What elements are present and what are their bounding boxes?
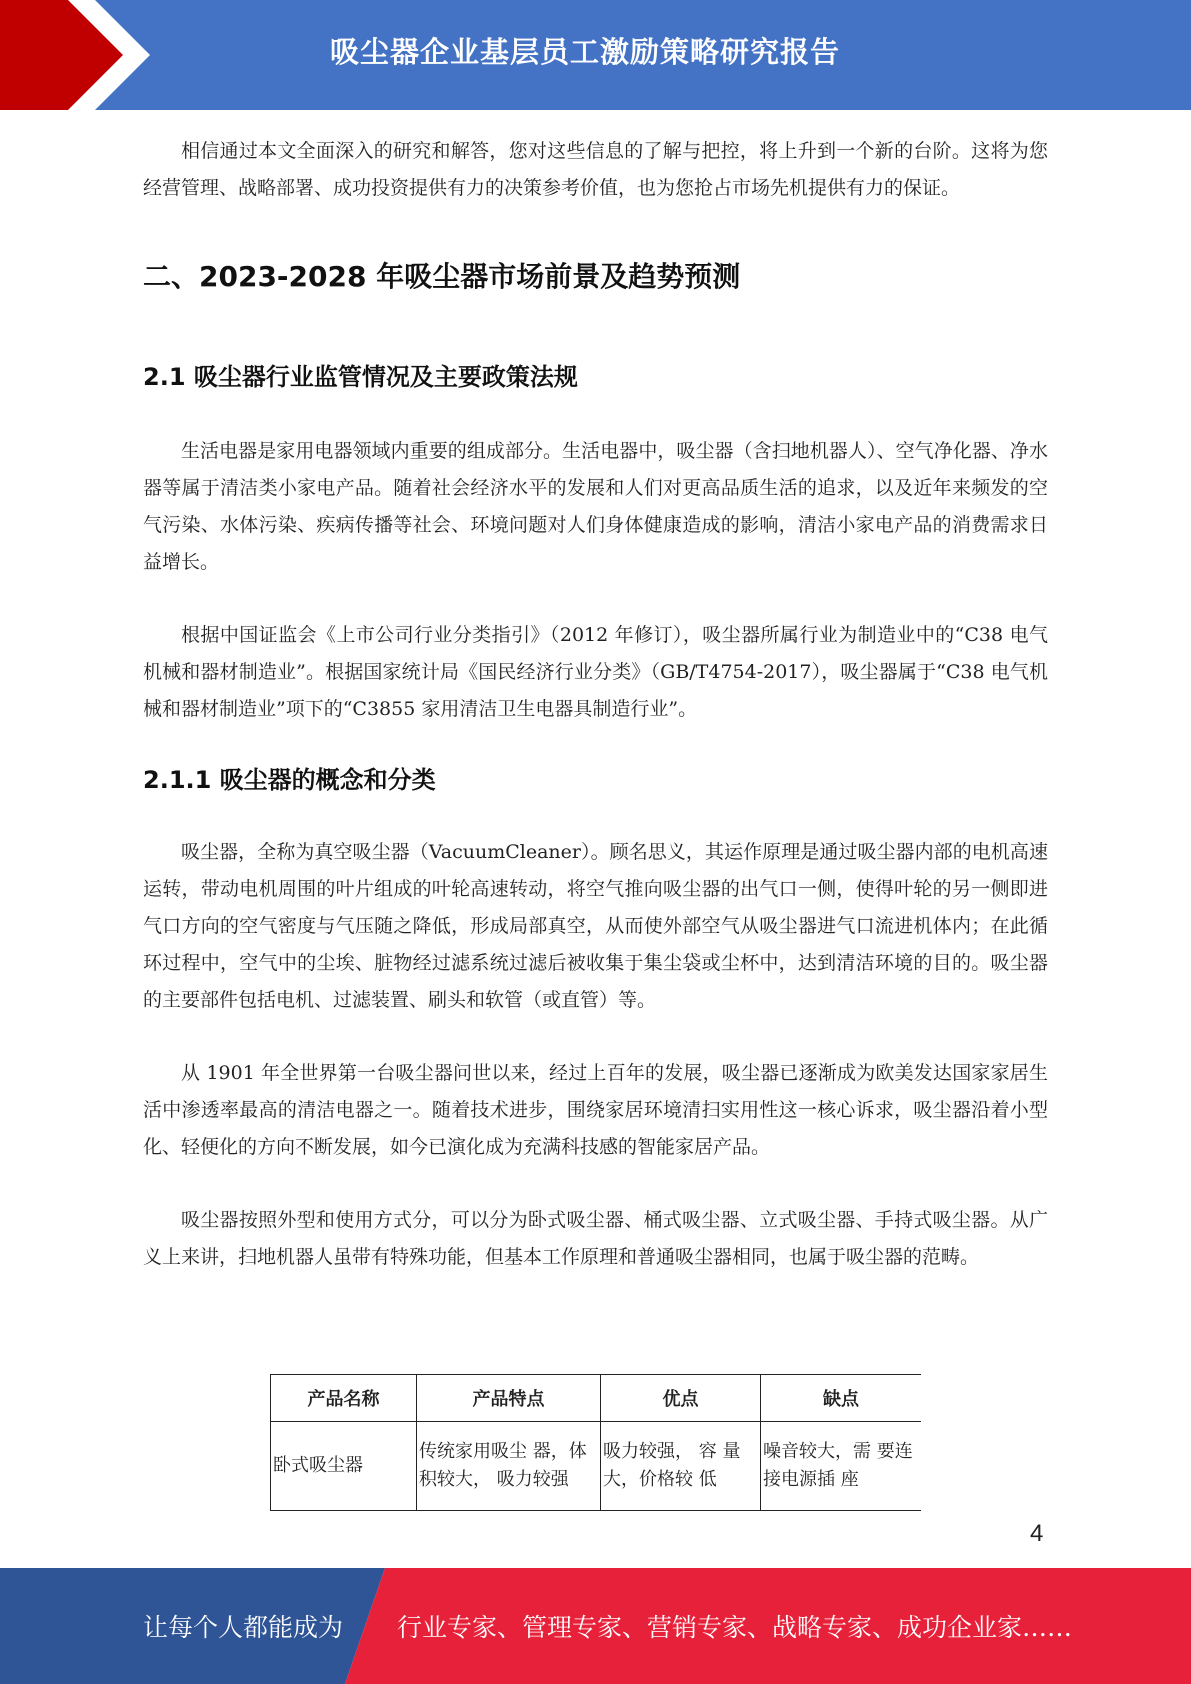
table-cell: 噪音较大，需 要连接电源插 座 [761,1422,922,1511]
page-content [143,133,1048,1276]
report-title: 吸尘器企业基层员工激励策略研究报告 [330,35,841,69]
table-cell: 传统家用吸尘 器，体积较大， 吸力较强 [417,1422,601,1511]
page-footer [0,1568,1191,1684]
subsubsection-heading: 2.1.1 吸尘器的概念和分类 [143,766,436,794]
section-heading: 二、2023-2028 年吸尘器市场前景及趋势预测 [143,260,741,293]
paragraph-4: 从 1901 年全世界第一台吸尘器问世以来，经过上百年的发展，吸尘器已逐渐成为欧美发达国家家居生活中渗透率最高的清洁电器之一。随着技术进步，围绕家居环境清扫实用性这一核心诉求，吸尘器沿着小型化、轻便化的方向不断发展，如今已演化成为充满科技感的智能家居产品。 [143,1062,1048,1158]
table-header-cell: 优点 [601,1375,761,1422]
table-header-cell: 产品特点 [417,1375,601,1422]
paragraph-3: 吸尘器，全称为真空吸尘器（VacuumCleaner）。顾名思义，其运作原理是通过吸尘器内部的电机高速运转，带动电机周围的叶片组成的叶轮高速转动，将空气推向吸尘器的出气口一侧，使得叶轮的另一侧即进气口方向的空气密度与气压随之降低，形成局部真空，从而使外部空气从吸尘器进气口流进机体内；在此循环过程中，空气中的尘埃、脏物经过滤系统过滤后被收集于集尘袋或尘杯中，达到清洁环境的目的。吸尘器的主要部件包括电机、过滤装置、刷头和软管（或直管）等。 [143,841,1048,1011]
paragraph-1: 生活电器是家用电器领域内重要的组成部分。生活电器中，吸尘器（含扫地机器人）、空气净化器、净水器等属于清洁类小家电产品。随着社会经济水平的发展和人们对更高品质生活的追求，以及近年来频发的空气污染、水体污染、疾病传播等社会、环境问题对人们身体健康造成的影响，清洁小家电产品的消费需求日益增长。 [143,440,1048,573]
table-header-cell: 产品名称 [271,1375,417,1422]
product-table-container [270,1374,921,1512]
table-row [271,1422,922,1511]
table-cell: 卧式吸尘器 [271,1422,417,1511]
page-number: 4 [1030,1520,1044,1547]
paragraph-2: 根据中国证监会《上市公司行业分类指引》（2012 年修订），吸尘器所属行业为制造业中的“C38 电气机械和器材制造业”。根据国家统计局《国民经济行业分类》（GB/T4754-2017），吸尘器属于“C38 电气机械和器材制造业”项下的“C3855 家用清洁卫生电器具制造行业”。 [143,624,1048,720]
paragraph-5: 吸尘器按照外型和使用方式分，可以分为卧式吸尘器、桶式吸尘器、立式吸尘器、手持式吸尘器。从广义上来讲，扫地机器人虽带有特殊功能，但基本工作原理和普通吸尘器相同，也属于吸尘器的范畴。 [143,1209,1048,1268]
page-header [0,0,1191,110]
subsection-heading: 2.1 吸尘器行业监管情况及主要政策法规 [143,363,578,391]
table-cell: 吸力较强， 容 量大，价格较 低 [601,1422,761,1511]
footer-slogan-right: 行业专家、管理专家、营销专家、战略专家、成功企业家…… [397,1613,1073,1642]
table-header-cell: 缺点 [761,1375,922,1422]
table-header-row [271,1375,922,1422]
intro-paragraph: 相信通过本文全面深入的研究和解答，您对这些信息的了解与把控，将上升到一个新的台阶。这将为您经营管理、战略部署、成功投资提供有力的决策参考价值，也为您抢占市场先机提供有力的保证。 [143,140,1048,199]
product-table [270,1374,921,1511]
footer-slogan-left: 让每个人都能成为 [143,1613,344,1642]
